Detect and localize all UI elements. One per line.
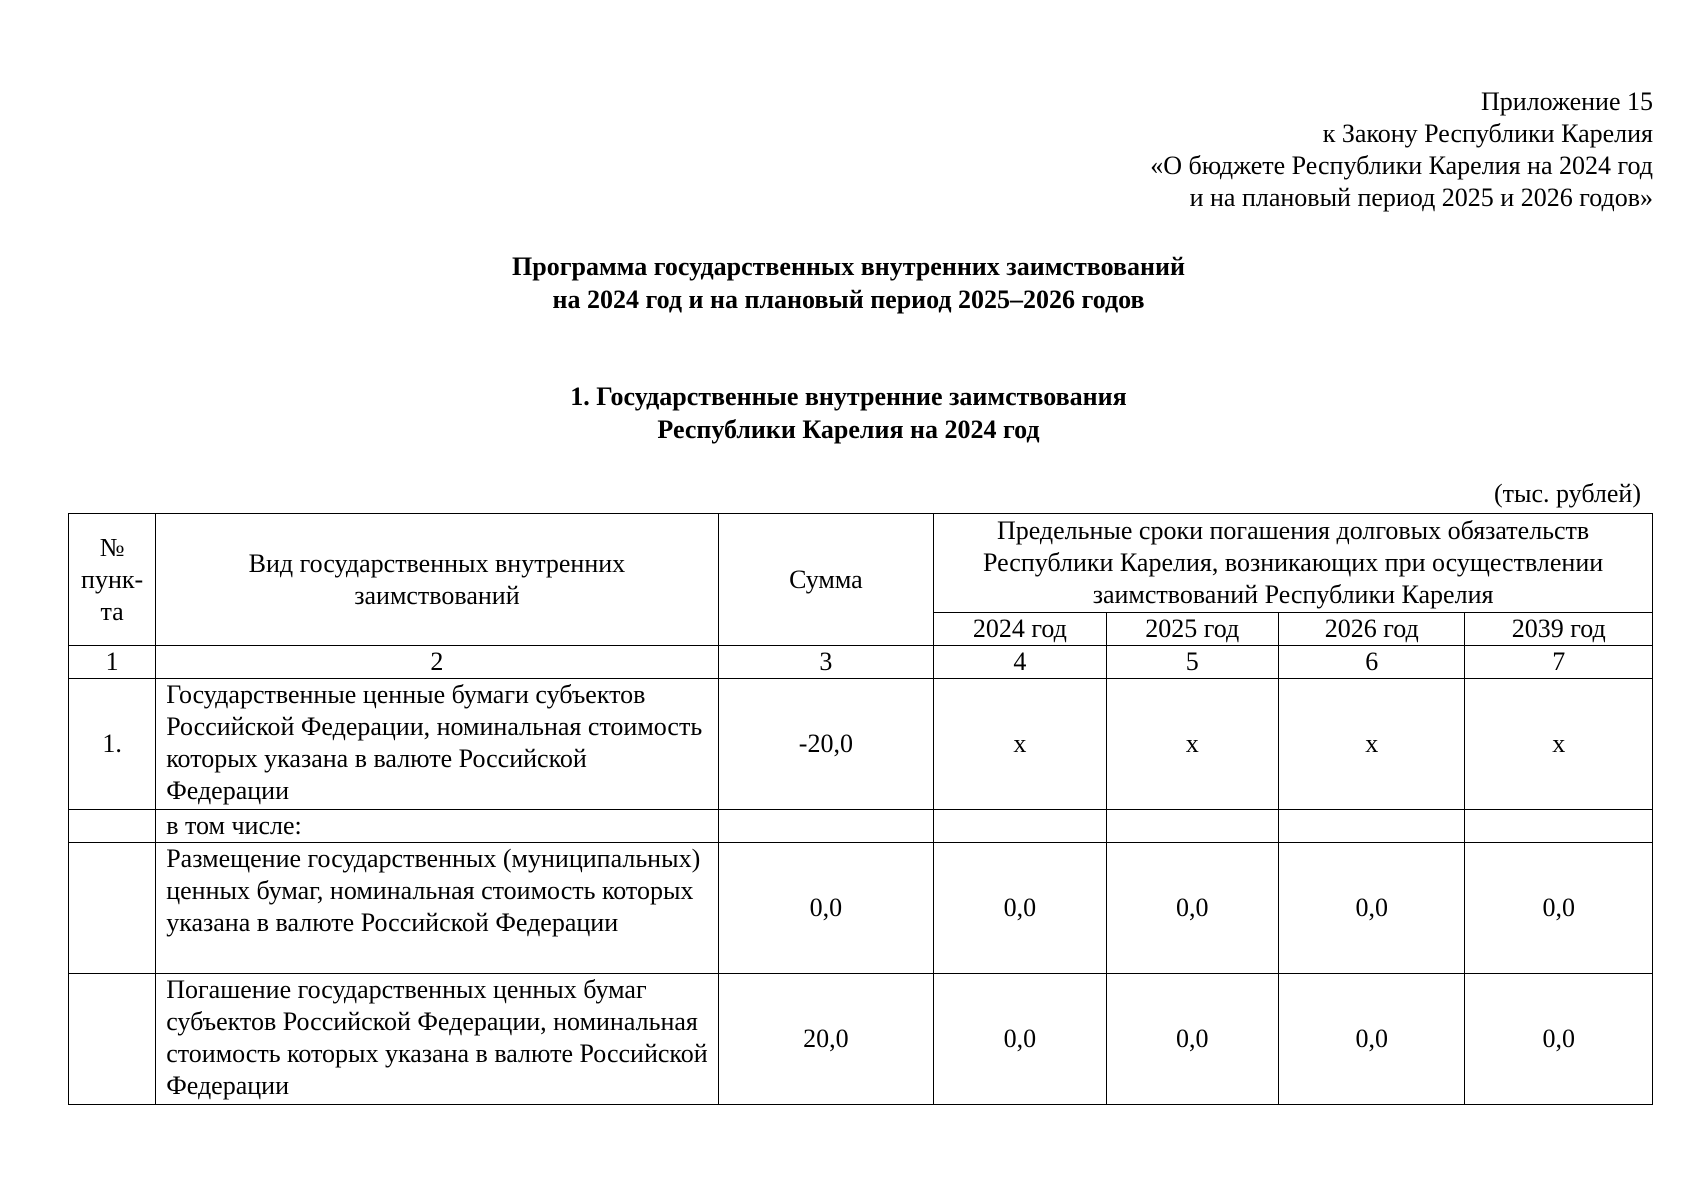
header-year: 2026 год [1279,613,1465,646]
table-row [69,974,1653,1105]
row-description: Государственные ценные бумаги субъектов Российской Федерации, номинальная стоимость которых указана в валюте Российской Федерации [156,679,718,810]
appendix-line: «О бюджете Республики Карелия на 2024 год [1150,151,1653,180]
units-label: (тыс. рублей) [1493,479,1641,508]
section-title-line: 1. Государственные внутренние заимствования [570,382,1127,411]
header-year: 2024 год [934,613,1106,646]
appendix-line: к Закону Республики Карелия [1322,119,1653,148]
row-deadline-2024: 0,0 [934,974,1106,1105]
row-deadline-2039: 0,0 [1465,974,1653,1105]
row-deadline-2039: х [1465,679,1653,810]
row-deadline-2039 [1465,810,1653,843]
column-numbers-row [69,646,1653,679]
document-title [0,250,1697,316]
column-number: 3 [718,646,934,679]
header-number: № пунк-та [69,514,156,646]
row-deadline-2026: 0,0 [1279,974,1465,1105]
column-number: 1 [69,646,156,679]
row-deadline-2024 [934,810,1106,843]
appendix-note [1150,86,1653,214]
column-number: 5 [1106,646,1278,679]
row-sum: 20,0 [718,974,934,1105]
row-description: в том числе: [156,810,718,843]
header-year: 2025 год [1106,613,1278,646]
column-number: 2 [156,646,718,679]
row-sum [718,810,934,843]
row-sum: 0,0 [718,843,934,974]
document-title-line: Программа государственных внутренних заимствований [512,252,1185,281]
header-deadlines: Предельные сроки погашения долговых обязательств Республики Карелия, возникающих при осуществлении заимствований Республики Карелия [934,514,1653,613]
table-row [69,810,1653,843]
table-header-row [69,514,1653,613]
table-row [69,679,1653,810]
row-number: 1. [69,679,156,810]
section-title-line: Республики Карелия на 2024 год [657,415,1040,444]
row-description: Размещение государственных (муниципальных) ценных бумаг, номинальная стоимость которых указана в валюте Российской Федерации [156,843,718,974]
appendix-line: Приложение 15 [1480,87,1653,116]
header-sum: Сумма [718,514,934,646]
row-deadline-2026: х [1279,679,1465,810]
header-year: 2039 год [1465,613,1653,646]
row-number [69,843,156,974]
row-deadline-2025: 0,0 [1106,974,1278,1105]
row-deadline-2039: 0,0 [1465,843,1653,974]
row-deadline-2025 [1106,810,1278,843]
row-number [69,810,156,843]
column-number: 7 [1465,646,1653,679]
row-sum: -20,0 [718,679,934,810]
row-deadline-2025: х [1106,679,1278,810]
row-number [69,974,156,1105]
table-row [69,843,1653,974]
appendix-line: и на плановый период 2025 и 2026 годов» [1189,183,1653,212]
section-title [0,380,1697,446]
column-number: 4 [934,646,1106,679]
row-deadline-2026: 0,0 [1279,843,1465,974]
row-deadline-2024: х [934,679,1106,810]
column-number: 6 [1279,646,1465,679]
borrowings-table [68,513,1653,1105]
row-deadline-2025: 0,0 [1106,843,1278,974]
header-kind: Вид государственных внутренних заимствований [156,514,718,646]
row-deadline-2026 [1279,810,1465,843]
document-title-line: на 2024 год и на плановый период 2025–2026 годов [552,285,1145,314]
row-description: Погашение государственных ценных бумаг субъектов Российской Федерации, номинальная стоимость которых указана в валюте Российской Федерации [156,974,718,1105]
row-deadline-2024: 0,0 [934,843,1106,974]
